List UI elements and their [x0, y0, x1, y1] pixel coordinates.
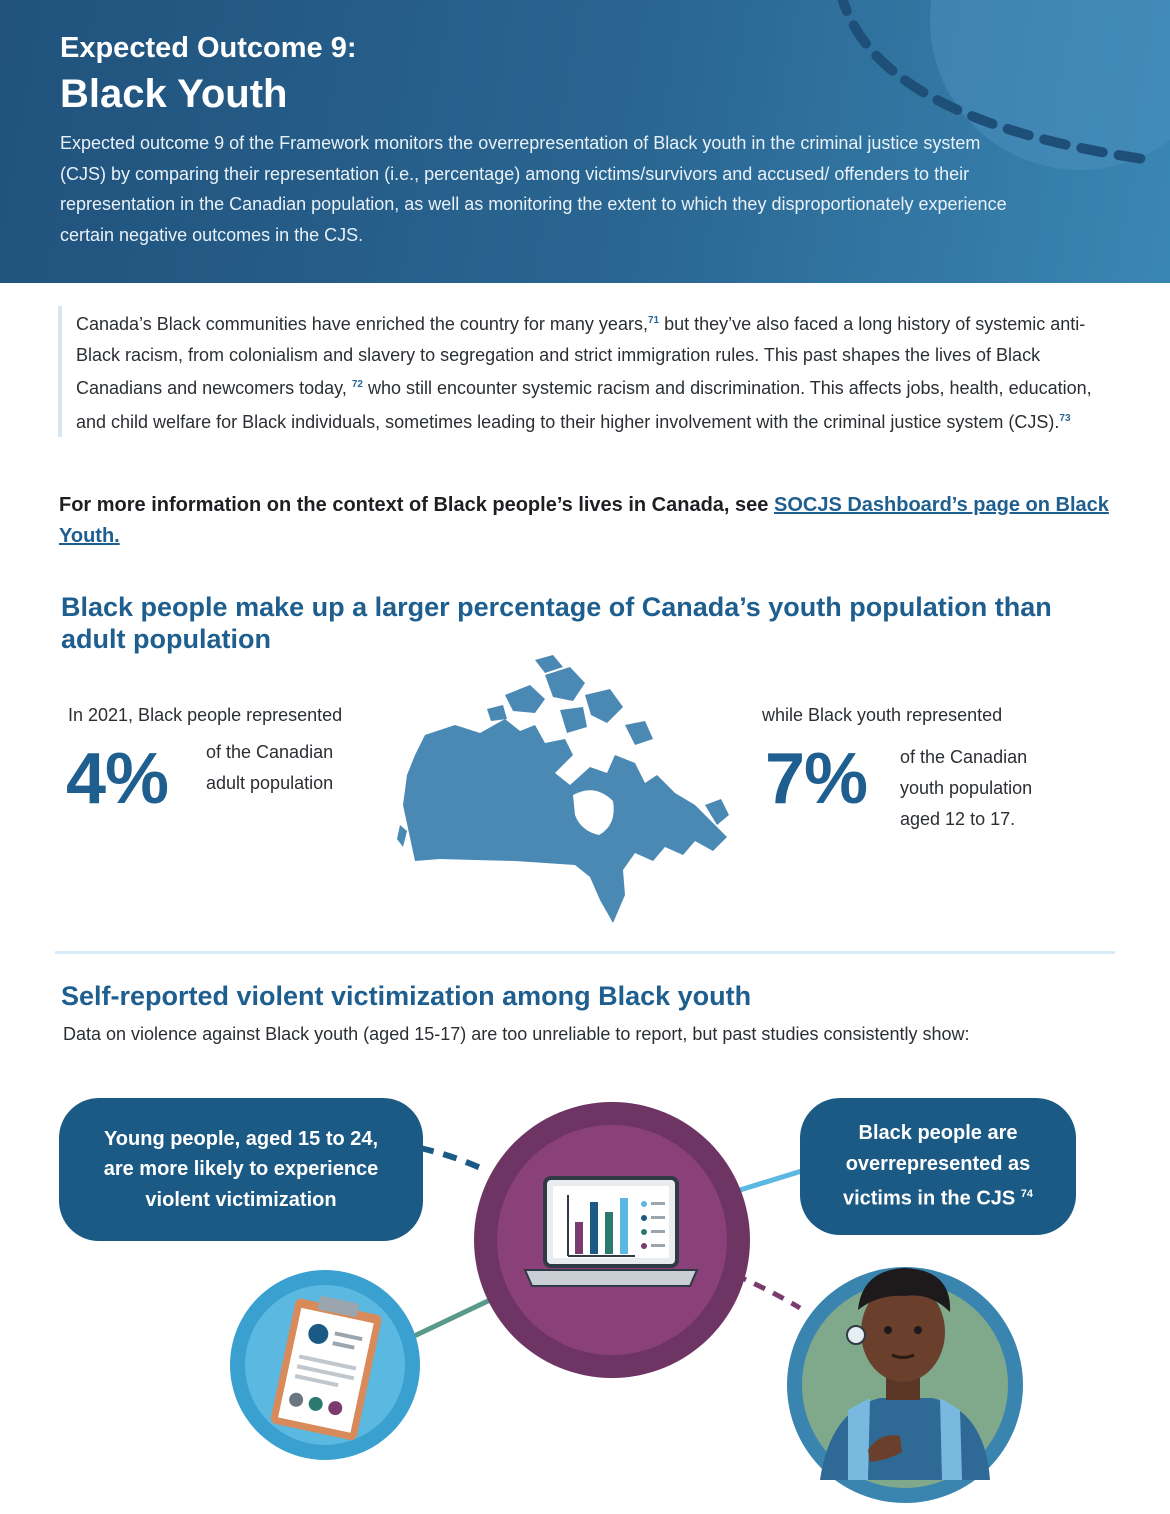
section-subtitle: Data on violence against Black youth (aged 15-17) are too unreliable to report, but past studies consistently show: [63, 1024, 970, 1044]
adult-stat-desc-line2: adult population [206, 773, 334, 793]
adult-stat-intro: In 2021, Black people represented [68, 705, 343, 725]
canada-map-icon [395, 655, 735, 930]
youth-stat-desc-line2: youth population [900, 778, 1033, 798]
more-info-text: For more information on the context of Black people’s lives in Canada, see [59, 494, 774, 516]
youth-stat-value: 7% [765, 739, 868, 819]
bubble-left-line3: violent victimization [145, 1188, 337, 1211]
youth-stat-desc [900, 742, 1032, 835]
page-title: Black Youth [60, 72, 288, 116]
connector-clipboard [410, 1300, 490, 1338]
adult-stat-desc [206, 737, 333, 799]
youth-person-icon [787, 1267, 1023, 1503]
section-heading-victimization: Self-reported violent victimization among Black youth [61, 981, 752, 1011]
bubble-young-people [59, 1098, 423, 1241]
footnote-ref-71[interactable]: 71 [647, 315, 660, 326]
bubble-left-line2: are more likely to experience [103, 1158, 379, 1181]
adult-stat-value: 4% [66, 739, 169, 819]
more-info [59, 490, 1119, 552]
laptop-chart-icon [474, 1102, 750, 1378]
header-banner [0, 0, 1170, 283]
adult-stat-desc-line1: of the Canadian [206, 742, 334, 762]
youth-stat-intro: while Black youth represented [762, 705, 1003, 725]
footnote-ref-73[interactable]: 73 [1059, 412, 1071, 424]
youth-stat-desc-line3: aged 12 to 17. [900, 809, 1016, 829]
quote-text-3: who still encounter systemic racism and discrimination. This affects jobs, health, education, and child welfare for Black individuals, sometimes leading to their higher involvement with the criminal justice system (CJS). [76, 378, 1092, 432]
connector-right [740, 1170, 805, 1190]
footnote-ref-72[interactable]: 72 [351, 379, 363, 390]
outcome-kicker: Expected Outcome 9: [60, 32, 357, 64]
context-quote [58, 306, 1098, 437]
quote-text-2: but they’ve also faced a long history of systemic anti-Black racism, from colonialism and slavery to segregation and strict immigration rules. This past shapes the lives of Black Canadians and newcomers today, [76, 314, 1086, 398]
bubble-right-line1: Black people are [858, 1122, 1018, 1145]
connector-person [735, 1275, 800, 1308]
section-heading-population: Black people make up a larger percentage of Canada’s youth population than adult population [61, 592, 1052, 654]
quote-text-1: Canada’s Black communities have enriched the country for many years, [76, 314, 648, 334]
section-divider [55, 951, 1115, 954]
bubble-left-line1: Young people, aged 15 to 24, [103, 1127, 379, 1150]
dashboard-link[interactable]: SOCJS Dashboard’s page on Black Youth. [59, 494, 1109, 547]
connector-left [420, 1148, 485, 1170]
bubble-black-people [800, 1098, 1076, 1235]
bubble-right-line3-wrap [843, 1179, 1033, 1214]
youth-stat-desc-line1: of the Canadian [900, 747, 1028, 767]
context-paragraph [76, 306, 1098, 437]
clipboard-icon [230, 1270, 420, 1460]
header-lead: Expected outcome 9 of the Framework monitors the overrepresentation of Black youth in the criminal justice system (CJS) by comparing their representation (i.e., percentage) among victims/survivors and accused/ offenders to their representation in the Canadian population, as well as monitoring the extent to which they disproportionately experience certain negative outcomes in the CJS. [60, 133, 1007, 245]
footnote-ref-74[interactable]: 74 [1020, 1188, 1034, 1201]
bubble-right-line3: victims in the CJS [842, 1188, 1016, 1211]
bubble-right-line2: overrepresented as [845, 1152, 1031, 1175]
